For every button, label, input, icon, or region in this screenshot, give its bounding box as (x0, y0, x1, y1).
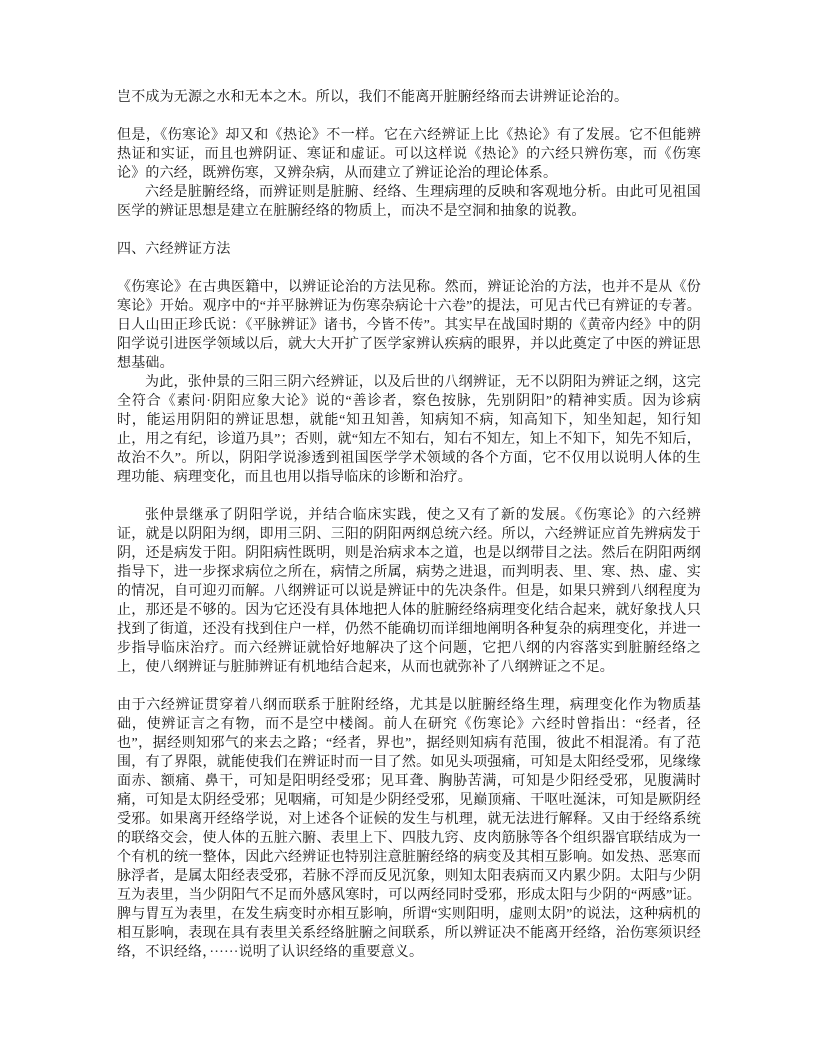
section-heading: 四、六经辨证方法 (117, 242, 231, 257)
paragraph: 《伤寒论》在古典医籍中，以辨证论治的方法见称。然而，辨证论治的方法，也并不是从《份寒论》开始。观序中的“并平脉辨证为伤寒杂病论十六卷”的提法，可见古代已有辨证的专著。日人山田正珍氏说：《平脉辨证》诸书，今皆不传”。其实早在战国时期的《黄帝内经》中的阴阳学说引进医学领域以后，就大大开扩了医学家辨认疾病的眼界，并以此奠定了中医的辨证思想基础。 (117, 280, 701, 371)
paragraph: 为此，张仲景的三阳三阴六经辨证，以及后世的八纲辨证，无不以阴阳为辨证之纲，这完全符合《素问·阴阳应象大论》说的“善诊者，察色按脉，先别阴阳”的精神实质。因为诊病时，能运用阴阳的辨证思想，就能“知丑知善，知病知不病，知高知下，知坐知起，知行知止，用之有纪，诊道乃具”；否则，就“知左不知右，知右不知左，知上不知下，知先不知后，故治不久”。所以，阴阳学说渗透到祖国医学学术领域的各个方面，它不仅用以说明人体的生理功能、病理变化，而且也用以指导临床的诊断和治疗。 (117, 375, 701, 485)
paragraph: 张仲景继承了阴阳学说，并结合临床实践，使之又有了新的发展。《伤寒论》的六经辨证，就是以阴阳为纲，即用三阴、三阳的阴阳两纲总统六经。所以，六经辨证应首先辨病发于阴，还是病发于阳。阴阳病性既明，则是治病求本之道，也是以纲带目之法。然后在阴阳两纲指导下，进一步探求病位之所在，病情之所属，病势之进退，而判明表、里、寒、热、虚、实的情况，自可迎刃而解。八纲辨证可以说是辨证中的先决条件。但是，如果只辨到八纲程度为止，那还是不够的。因为它还没有具体地把人体的脏腑经络病理变化结合起来，就好象找人只找到了街道，还没有找到住户一样，仍然不能确切而详细地阐明各种复杂的病理变化，并进一步指导临床治疗。而六经辨证就恰好地解决了这个问题，它把八纲的内容落实到脏腑经络之上，使八纲辨证与脏肺辨证有机地结合起来，从而也就弥补了八纲辨证之不足。 (117, 508, 701, 675)
document-content (117, 88, 701, 962)
paragraph: 但是，《伤寒论》却又和《热论》不一样。它在六经辨证上比《热论》有了发展。它不但能辨热证和实证，而且也辨阴证、寒证和虚证。可以这样说《热论》的六经只辨伤寒，而《伤寒论》的六经，既辨伤寒，又辨杂病，从而建立了辨证论治的理论体系。 (117, 128, 701, 181)
paragraph: 由于六经辨证贯穿着八纲而联系于脏附经络，尤其是以脏腑经络生理，病理变化作为物质基础，使辨证言之有物，而不是空中楼阁。前人在研究《伤寒论》六经时曾指出：“经者，径也”，据经则知邪气的来去之路；“经者，界也”，据经则知病有范围，彼此不相混淆。有了范围，有了界限，就能使我们在辨证时而一目了然。如见头项强痛，可知是太阳经受邪，见缘缘面赤、额痛、鼻干，可知是阳明经受邪；见耳聋、胸胁苦满，可知是少阳经受邪，见腹满时痛，可知是太阴经受邪；见咽痛，可知是少阴经受邪，见巅顶痛、干呕吐涎沫，可知是厥阴经受邪。如果离开经络学说，对上述各个证候的发生与机理，就无法进行解释。又由于经络系统的联络交会，使人体的五脏六腑、表里上下、四肢九窍、皮肉筋脉等各个组织器官联结成为一个有机的统一整体，因此六经辨证也特别注意脏腑经络的病变及其相互影响。如发热、恶寒而脉浮者，是属太阳经表受邪，若脉不浮而反见沉象，则知太阳表病而又内累少阴。太阳与少阴互为表里，当少阴阳气不足而外感风寒时，可以两经同时受邪，形成太阳与少阴的“两感”证。脾与胃互为表里，在发生病变时亦相互影响，所谓“实则阳明，虚则太阴”的说法，这种病机的相互影响，表现在具有表里关系经络脏腑之间联系，所以辨证决不能离开经络，治伤寒须识经络，不识经络，······说明了认识经络的重要意义。 (117, 698, 701, 960)
paragraph: 六经是脏腑经络，而辨证则是脏腑、经络、生理病理的反映和客观地分析。由此可见祖国医学的辨证思想是建立在脏腑经络的物质上，而决不是空洞和抽象的说教。 (117, 185, 701, 219)
paragraph-continuation: 岂不成为无源之水和无本之木。所以，我们不能离开脏腑经络而去讲辨证论治的。 (117, 90, 629, 105)
